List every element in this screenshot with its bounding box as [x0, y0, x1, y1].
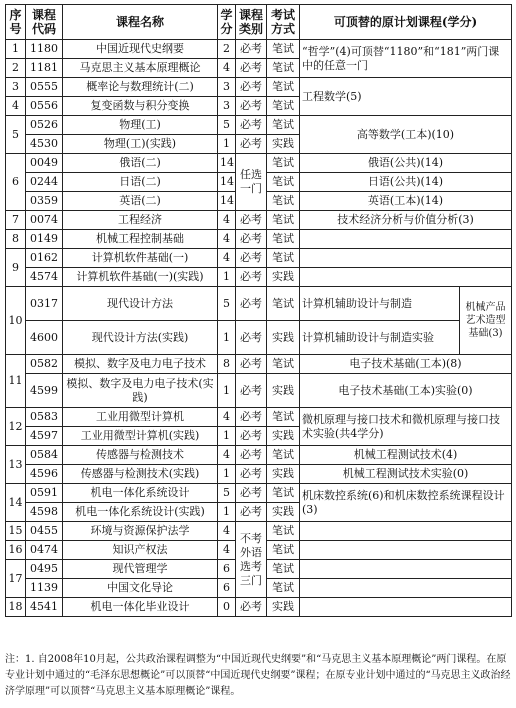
exam-cell: 笔试 — [267, 579, 300, 598]
credit-cell: 1 — [218, 465, 236, 484]
orig-side-cell: 机械产品艺术造型基础(3) — [460, 287, 512, 355]
credit-cell: 6 — [218, 579, 236, 598]
orig-cell: 电子技术基础(工本)(8) — [300, 355, 512, 374]
credit-cell: 1 — [218, 268, 236, 287]
exam-cell: 实践 — [267, 598, 300, 617]
orig-cell: 机床数控系统(6)和机床数控系统课程设计(3) — [300, 484, 512, 522]
document — [5, 4, 511, 697]
code-cell: 0584 — [26, 446, 63, 465]
category-cell: 必考 — [236, 268, 267, 287]
orig-cell: 微机原理与接口技术和微机原理与接口技术实验(共4学分) — [300, 408, 512, 446]
name-cell: 计算机软件基础(一) — [63, 249, 218, 268]
exam-cell: 实践 — [267, 427, 300, 446]
name-cell: 马克思主义基本原理概论 — [63, 59, 218, 78]
code-cell: 1180 — [26, 40, 63, 59]
exam-cell: 笔试 — [267, 78, 300, 97]
orig-cell — [300, 230, 512, 249]
code-cell: 0244 — [26, 173, 63, 192]
table-row — [6, 268, 512, 287]
credit-cell: 3 — [218, 97, 236, 116]
credit-cell: 5 — [218, 116, 236, 135]
code-cell: 0526 — [26, 116, 63, 135]
name-cell: 传感器与检测技术(实践) — [63, 465, 218, 484]
code-cell: 4597 — [26, 427, 63, 446]
name-cell: 英语(二) — [63, 192, 218, 211]
name-cell: 模拟、数字及电力电子技术 — [63, 355, 218, 374]
credit-cell: 6 — [218, 560, 236, 579]
table-row — [6, 78, 512, 97]
orig-cell: 工程数学(5) — [300, 78, 512, 116]
table-row — [6, 374, 512, 408]
exam-cell: 笔试 — [267, 249, 300, 268]
name-cell: 工业用微型计算机 — [63, 408, 218, 427]
orig-cell — [300, 598, 512, 617]
code-cell: 1139 — [26, 579, 63, 598]
credit-cell: 4 — [218, 408, 236, 427]
credit-cell: 1 — [218, 321, 236, 355]
category-cell: 必考 — [236, 40, 267, 59]
category-cell: 必考 — [236, 321, 267, 355]
name-cell: 物理(工)(实践) — [63, 135, 218, 154]
credit-cell: 2 — [218, 40, 236, 59]
name-cell: 中国文化导论 — [63, 579, 218, 598]
category-cell: 必考 — [236, 135, 267, 154]
code-cell: 1181 — [26, 59, 63, 78]
orig-cell — [300, 249, 512, 268]
seq-cell: 11 — [6, 355, 26, 408]
table-row — [6, 154, 512, 173]
orig-cell: 计算机辅助设计与制造 — [300, 287, 460, 321]
code-cell: 4600 — [26, 321, 63, 355]
code-cell: 4541 — [26, 598, 63, 617]
exam-cell: 笔试 — [267, 97, 300, 116]
name-cell: 现代设计方法 — [63, 287, 218, 321]
code-cell: 0582 — [26, 355, 63, 374]
credit-cell: 3 — [218, 78, 236, 97]
exam-cell: 实践 — [267, 465, 300, 484]
seq-cell: 12 — [6, 408, 26, 446]
code-cell: 0583 — [26, 408, 63, 427]
exam-cell: 实践 — [267, 321, 300, 355]
seq-cell: 4 — [6, 97, 26, 116]
category-cell: 必考 — [236, 503, 267, 522]
exam-cell: 笔试 — [267, 59, 300, 78]
code-cell: 0556 — [26, 97, 63, 116]
credit-cell: 1 — [218, 135, 236, 154]
name-cell: 机电一体化系统设计 — [63, 484, 218, 503]
code-cell: 0555 — [26, 78, 63, 97]
table-row — [6, 230, 512, 249]
name-cell: 俄语(二) — [63, 154, 218, 173]
credit-cell: 14 — [218, 173, 236, 192]
name-cell: 机械工程控制基础 — [63, 230, 218, 249]
exam-cell: 笔试 — [267, 173, 300, 192]
seq-cell: 1 — [6, 40, 26, 59]
exam-cell: 实践 — [267, 503, 300, 522]
code-cell: 4599 — [26, 374, 63, 408]
orig-cell — [300, 541, 512, 560]
credit-cell: 4 — [218, 522, 236, 541]
table-row — [6, 249, 512, 268]
seq-cell: 15 — [6, 522, 26, 541]
name-cell: 知识产权法 — [63, 541, 218, 560]
credit-cell: 4 — [218, 211, 236, 230]
table-row — [6, 598, 512, 617]
seq-cell: 9 — [6, 249, 26, 287]
orig-cell: 俄语(公共)(14) — [300, 154, 512, 173]
credit-cell: 8 — [218, 355, 236, 374]
name-cell: 传感器与检测技术 — [63, 446, 218, 465]
category-cell: 必考 — [236, 249, 267, 268]
orig-cell: “哲学”(4)可顶替“1180”和“181”两门课中的任意一门 — [300, 40, 512, 78]
category-cell: 必考 — [236, 446, 267, 465]
exam-cell: 实践 — [267, 135, 300, 154]
exam-cell: 笔试 — [267, 230, 300, 249]
category-cell: 必考 — [236, 230, 267, 249]
seq-cell: 10 — [6, 287, 26, 355]
seq-cell: 14 — [6, 484, 26, 522]
code-cell: 0049 — [26, 154, 63, 173]
name-cell: 工程经济 — [63, 211, 218, 230]
seq-cell: 13 — [6, 446, 26, 484]
header-category: 课程类别 — [236, 5, 267, 40]
name-cell: 现代设计方法(实践) — [63, 321, 218, 355]
name-cell: 日语(二) — [63, 173, 218, 192]
orig-cell — [300, 522, 512, 541]
category-cell: 任选一门 — [236, 154, 267, 211]
exam-cell: 笔试 — [267, 40, 300, 59]
header-orig: 可顶替的原计划课程(学分) — [300, 5, 512, 40]
table-row — [6, 116, 512, 135]
orig-cell — [300, 579, 512, 598]
credit-cell: 4 — [218, 230, 236, 249]
exam-cell: 笔试 — [267, 154, 300, 173]
credit-cell: 4 — [218, 446, 236, 465]
category-cell: 必考 — [236, 211, 267, 230]
header-exam: 考试方式 — [267, 5, 300, 40]
category-cell: 必考 — [236, 598, 267, 617]
credit-cell: 1 — [218, 427, 236, 446]
table-row — [6, 408, 512, 427]
name-cell: 计算机软件基础(一)(实践) — [63, 268, 218, 287]
name-cell: 概率论与数理统计(二) — [63, 78, 218, 97]
header-seq: 序号 — [6, 5, 26, 40]
table-row — [6, 211, 512, 230]
code-cell: 0317 — [26, 287, 63, 321]
table-row — [6, 355, 512, 374]
category-cell: 必考 — [236, 465, 267, 484]
category-cell: 必考 — [236, 59, 267, 78]
credit-cell: 5 — [218, 287, 236, 321]
seq-cell: 18 — [6, 598, 26, 617]
orig-cell — [300, 268, 512, 287]
orig-cell: 电子技术基础(工本)实验(0) — [300, 374, 512, 408]
code-cell: 4596 — [26, 465, 63, 484]
credit-cell: 0 — [218, 598, 236, 617]
exam-cell: 实践 — [267, 268, 300, 287]
credit-cell: 14 — [218, 154, 236, 173]
orig-cell: 高等数学(工本)(10) — [300, 116, 512, 154]
credit-cell: 4 — [218, 249, 236, 268]
exam-cell: 笔试 — [267, 541, 300, 560]
header-code: 课程代码 — [26, 5, 63, 40]
table-row — [6, 446, 512, 465]
code-cell: 0455 — [26, 522, 63, 541]
category-cell: 必考 — [236, 355, 267, 374]
orig-cell: 机械工程测试技术实验(0) — [300, 465, 512, 484]
name-cell: 复变函数与积分变换 — [63, 97, 218, 116]
exam-cell: 笔试 — [267, 446, 300, 465]
name-cell: 环境与资源保护法学 — [63, 522, 218, 541]
category-cell: 必考 — [236, 78, 267, 97]
exam-cell: 笔试 — [267, 560, 300, 579]
category-cell: 不考外语选考三门 — [236, 522, 267, 598]
name-cell: 物理(工) — [63, 116, 218, 135]
orig-cell: 计算机辅助设计与制造实验 — [300, 321, 460, 355]
orig-cell — [300, 560, 512, 579]
code-cell: 4598 — [26, 503, 63, 522]
seq-cell: 8 — [6, 230, 26, 249]
table-row — [6, 287, 512, 321]
footnote: 注：1. 自2008年10月起，公共政治课程调整为“中国近现代史纲要”和“马克思主义基本原理概论”两门课程。在原专业计划中通过的“毛泽东思想概论”可以顶替“中国近现代史纲要”课程；在原专业计划中通过的“马克思主义政治经济学原理”可以顶替“马克思主义基本原理概论”课程。 — [5, 654, 511, 697]
orig-cell: 日语(公共)(14) — [300, 173, 512, 192]
category-cell: 必考 — [236, 427, 267, 446]
name-cell: 模拟、数字及电力电子技术(实践) — [63, 374, 218, 408]
seq-cell: 7 — [6, 211, 26, 230]
name-cell: 机电一体化毕业设计 — [63, 598, 218, 617]
seq-cell: 16 — [6, 541, 26, 560]
category-cell: 必考 — [236, 408, 267, 427]
name-cell: 机电一体化系统设计(实践) — [63, 503, 218, 522]
exam-cell: 笔试 — [267, 408, 300, 427]
exam-cell: 笔试 — [267, 484, 300, 503]
code-cell: 4574 — [26, 268, 63, 287]
header-credit: 学分 — [218, 5, 236, 40]
table-row — [6, 321, 512, 355]
exam-cell: 笔试 — [267, 355, 300, 374]
seq-cell: 6 — [6, 154, 26, 211]
code-cell: 0495 — [26, 560, 63, 579]
exam-cell: 笔试 — [267, 116, 300, 135]
exam-cell: 笔试 — [267, 211, 300, 230]
header-row — [6, 5, 512, 40]
seq-cell: 3 — [6, 78, 26, 97]
name-cell: 现代管理学 — [63, 560, 218, 579]
credit-cell: 4 — [218, 59, 236, 78]
seq-cell: 17 — [6, 560, 26, 598]
credit-cell: 4 — [218, 541, 236, 560]
table-row — [6, 484, 512, 503]
code-cell: 0591 — [26, 484, 63, 503]
category-cell: 必考 — [236, 484, 267, 503]
exam-cell: 笔试 — [267, 287, 300, 321]
course-table — [5, 4, 512, 617]
code-cell: 0149 — [26, 230, 63, 249]
table-row — [6, 40, 512, 59]
name-cell: 工业用微型计算机(实践) — [63, 427, 218, 446]
credit-cell: 1 — [218, 503, 236, 522]
code-cell: 0162 — [26, 249, 63, 268]
credit-cell: 14 — [218, 192, 236, 211]
category-cell: 必考 — [236, 374, 267, 408]
category-cell: 必考 — [236, 116, 267, 135]
credit-cell: 5 — [218, 484, 236, 503]
table-row — [6, 465, 512, 484]
code-cell: 0474 — [26, 541, 63, 560]
table-row — [6, 522, 512, 541]
seq-cell: 5 — [6, 116, 26, 154]
credit-cell: 1 — [218, 374, 236, 408]
category-cell: 必考 — [236, 97, 267, 116]
exam-cell: 实践 — [267, 374, 300, 408]
category-cell: 必考 — [236, 287, 267, 321]
code-cell: 0074 — [26, 211, 63, 230]
code-cell: 4530 — [26, 135, 63, 154]
header-name: 课程名称 — [63, 5, 218, 40]
orig-cell: 机械工程测试技术(4) — [300, 446, 512, 465]
name-cell: 中国近现代史纲要 — [63, 40, 218, 59]
code-cell: 0359 — [26, 192, 63, 211]
exam-cell: 笔试 — [267, 192, 300, 211]
exam-cell: 笔试 — [267, 522, 300, 541]
orig-cell: 技术经济分析与价值分析(3) — [300, 211, 512, 230]
seq-cell: 2 — [6, 59, 26, 78]
orig-cell: 英语(工本)(14) — [300, 192, 512, 211]
